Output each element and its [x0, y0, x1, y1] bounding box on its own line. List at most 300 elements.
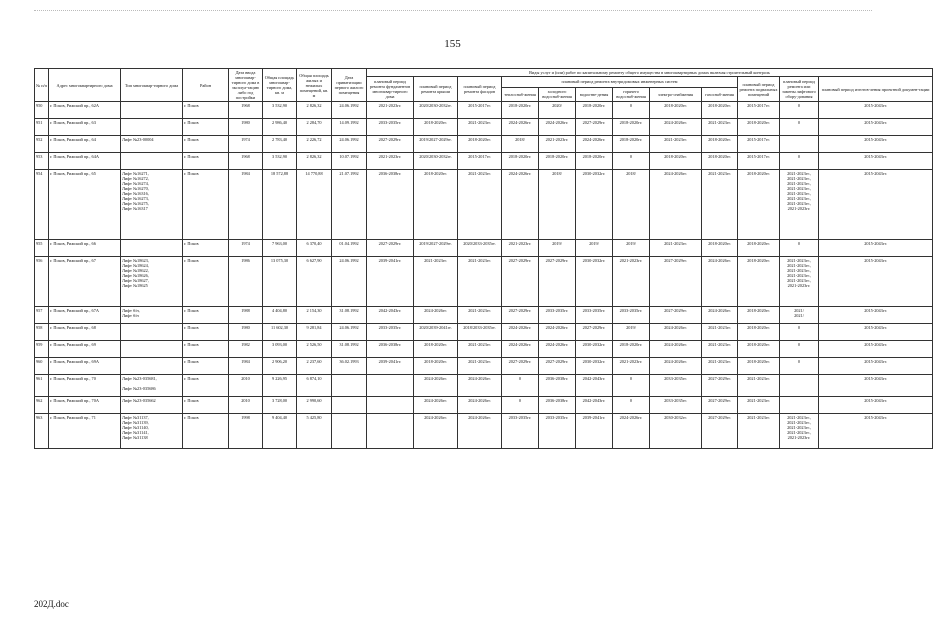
total-area-cell: 18 572,88	[263, 170, 297, 240]
address-cell: г. Псков, Рижский пр., 65	[49, 170, 121, 240]
basement-period-cell: 2015-2017гг.	[738, 102, 780, 119]
privatization-date-cell: 31.08.1992	[332, 307, 367, 324]
year-cell: 1974	[229, 136, 263, 153]
hot-water-cell: 2021-2023гг.	[613, 257, 650, 307]
systems-group-header: плановый период ремонта внутридомовых инженерных систем	[502, 77, 738, 88]
row-number: 956	[35, 257, 49, 307]
project-docs-cell: 2015-2043гг.	[819, 324, 933, 341]
rayon-cell: г. Псков	[183, 375, 229, 397]
basement-period-cell: 2018-2020гг.	[738, 170, 780, 240]
house-type-cell	[121, 341, 183, 358]
living-area-cell: 2 526,50	[297, 341, 332, 358]
rayon-cell: г. Псков	[183, 341, 229, 358]
living-area-cell: 6 627,90	[297, 257, 332, 307]
total-area-cell: 7 963,00	[263, 240, 297, 257]
foundation-period-cell	[367, 375, 414, 397]
cold-water-cell: 2027-2029гг.	[539, 358, 576, 375]
year-cell: 1982	[229, 341, 263, 358]
privatization-date-cell: 21.07.1992	[332, 170, 367, 240]
drainage-cell: 2019/	[576, 240, 613, 257]
house-type-cell	[121, 358, 183, 375]
col-rayon-header: Район	[183, 69, 229, 102]
privatization-date-cell: 24.06.1992	[332, 257, 367, 307]
project-docs-cell: 2015-2043гг.	[819, 136, 933, 153]
cold-water-cell: 2020/	[539, 102, 576, 119]
table-row	[35, 414, 933, 449]
cold-water-cell: 2033-2035гг.	[539, 307, 576, 324]
living-area-cell: 2 154,30	[297, 307, 332, 324]
rayon-cell: г. Псков	[183, 358, 229, 375]
table-row	[35, 397, 933, 414]
gas-supply-cell: 2027-2029гг.	[702, 414, 738, 449]
col-gas-header: газоснаб-жения	[702, 87, 738, 101]
col-cold-water-header: холодного водоснаб-жения	[539, 87, 576, 101]
roof-period-cell: 2024-2026гг.	[414, 397, 458, 414]
heat-supply-cell: 2024-2026гг.	[502, 324, 539, 341]
drainage-cell: 2027-2029гг.	[576, 119, 613, 136]
project-docs-cell: 2015-2043гг.	[819, 307, 933, 324]
electric-supply-cell: 2018-2020гг.	[650, 102, 702, 119]
address-cell: г. Псков, Рижский пр., 70А	[49, 397, 121, 414]
heat-supply-cell: 0	[502, 397, 539, 414]
basement-period-cell: 2018-2020гг.	[738, 341, 780, 358]
rayon-cell: г. Псков	[183, 307, 229, 324]
address-cell: г. Псков, Рижский пр., 64А	[49, 153, 121, 170]
privatization-date-cell: 31.08.1992	[332, 341, 367, 358]
gas-supply-cell: 2021-2023гг.	[702, 324, 738, 341]
drainage-cell: 2042-2043гг.	[576, 375, 613, 397]
address-cell: г. Псков, Рижский пр., 66	[49, 240, 121, 257]
hot-water-cell: 2024-2026гг.	[613, 414, 650, 449]
col-year-header: Дата ввода многоквар-тирного дома в эксплуа-тацию либо год постройки	[229, 69, 263, 102]
total-area-cell: 9 404,40	[263, 414, 297, 449]
total-area-cell: 3 532,90	[263, 153, 297, 170]
hot-water-cell: 2033-2035гг.	[613, 307, 650, 324]
basement-period-cell: 2021-2023гг.	[738, 414, 780, 449]
total-area-cell: 2 783,40	[263, 136, 297, 153]
address-cell: г. Псков, Рижский пр., 67	[49, 257, 121, 307]
basement-period-cell: 2015-2017гг.	[738, 136, 780, 153]
year-cell: 2010	[229, 397, 263, 414]
privatization-date-cell: 24.06.1992	[332, 136, 367, 153]
basement-period-cell: 2018-2020гг.	[738, 240, 780, 257]
drainage-cell: 2030-2032гг.	[576, 358, 613, 375]
heat-supply-cell: 2027-2029гг.	[502, 307, 539, 324]
drainage-cell: 2033-2035гг.	[576, 307, 613, 324]
lift-period-cell: 0	[780, 119, 819, 136]
facade-period-cell: 2021-2023гг.	[458, 341, 502, 358]
facade-period-cell: 2021-2023гг.	[458, 257, 502, 307]
gas-supply-cell: 2027-2029гг.	[702, 375, 738, 397]
living-area-cell: 6 874,10	[297, 375, 332, 397]
table-row	[35, 307, 933, 324]
row-number: 951	[35, 119, 49, 136]
rayon-cell: г. Псков	[183, 397, 229, 414]
col-total-area-header: Общая площадь многоквар-тирного дома, кв. м	[263, 69, 297, 102]
roof-period-cell: 2020/2039-2041гг.	[414, 324, 458, 341]
year-cell: 1974	[229, 240, 263, 257]
facade-period-cell: 2021-2023гг.	[458, 307, 502, 324]
electric-supply-cell: 2018-2020гг.	[650, 153, 702, 170]
heat-supply-cell: 2024-2026гг.	[502, 170, 539, 240]
cold-water-cell: 2024-2026гг.	[539, 341, 576, 358]
electric-supply-cell: 2024-2026гг.	[650, 341, 702, 358]
cold-water-cell: 2018/	[539, 170, 576, 240]
hot-water-cell: 0	[613, 102, 650, 119]
drainage-cell: 2018-2020гг.	[576, 153, 613, 170]
roof-period-cell: 2018-2020гг.	[414, 358, 458, 375]
facade-period-cell: 2021-2023гг.	[458, 170, 502, 240]
total-area-cell: 2 986,40	[263, 119, 297, 136]
lift-period-cell: 2021-2023гг., 2021-2023гг., 2021-2023гг., 2021-2023гг., 2021-2023гг.	[780, 414, 819, 449]
lift-period-cell	[780, 375, 819, 397]
roof-period-cell: 2020/2030-2032гг.	[414, 153, 458, 170]
project-docs-cell: 2015-2043гг.	[819, 119, 933, 136]
scan-edge	[34, 10, 872, 11]
basement-period-cell: 2018-2020гг.	[738, 324, 780, 341]
total-area-cell: 4 404,80	[263, 307, 297, 324]
facade-period-cell: 2018/2033-2035гг.	[458, 324, 502, 341]
total-area-cell: 3 093,00	[263, 341, 297, 358]
table-row	[35, 136, 933, 153]
col-roof-header: плановый период ремонта крыши	[414, 77, 458, 102]
address-cell: г. Псков, Рижский пр., 70	[49, 375, 121, 397]
rayon-cell: г. Псков	[183, 102, 229, 119]
lift-period-cell: 2021-2023гг., 2021-2023гг., 2021-2023гг., 2021-2023гг., 2021-2023гг., 2021-2023гг., 2021-2023гг., 2021-2023гг.	[780, 170, 819, 240]
table-row	[35, 341, 933, 358]
year-cell: 1984	[229, 358, 263, 375]
lift-period-cell: 0	[780, 341, 819, 358]
col-facade-header: плановый период ремонта фасадов	[458, 77, 502, 102]
electric-supply-cell: 2027-2029гг.	[650, 257, 702, 307]
electric-supply-cell: 2027-2029гг.	[650, 307, 702, 324]
roof-period-cell: 2024-2026гг.	[414, 375, 458, 397]
privatization-date-cell	[332, 375, 367, 397]
year-cell: 1980	[229, 324, 263, 341]
facade-period-cell: 2015-2017гг.	[458, 102, 502, 119]
foundation-period-cell: 2039-2041гг.	[367, 257, 414, 307]
drainage-cell: 2030-2032гг.	[576, 170, 613, 240]
total-area-cell: 11 602,30	[263, 324, 297, 341]
electric-supply-cell: 2030-2032гг.	[650, 414, 702, 449]
services-group-header: Виды услуг и (или) работ по капитальному ремонту общего имущества в многоквартирных домах включая строительный контроль	[367, 69, 933, 77]
facade-period-cell: 2018-2020гг.	[458, 136, 502, 153]
year-cell: 1998	[229, 414, 263, 449]
house-type-cell	[121, 240, 183, 257]
address-cell: г. Псков, Рижский пр., 62А	[49, 102, 121, 119]
gas-supply-cell: 2021-2023гг.	[702, 170, 738, 240]
rayon-cell: г. Псков	[183, 153, 229, 170]
year-cell: 1988	[229, 307, 263, 324]
house-type-cell: Лифт б/н, Лифт б/н	[121, 307, 183, 324]
living-area-cell: 2 237,60	[297, 358, 332, 375]
hot-water-cell: 2019/	[613, 240, 650, 257]
house-type-cell	[121, 119, 183, 136]
house-type-cell: Лифт №23-035662	[121, 397, 183, 414]
living-area-cell: 9 281,84	[297, 324, 332, 341]
foundation-period-cell: 2027-2029гг.	[367, 240, 414, 257]
table-row	[35, 375, 933, 397]
roof-period-cell: 2020/2030-2032гг.	[414, 102, 458, 119]
year-cell: 1986	[229, 257, 263, 307]
row-number: 953	[35, 153, 49, 170]
gas-supply-cell: 2024-2026гг.	[702, 257, 738, 307]
basement-period-cell: 2021-2023гг.	[738, 397, 780, 414]
lift-period-cell: 0	[780, 153, 819, 170]
col-living-area-header: Общая площадь жилых и нежилых помещений, кв. м	[297, 69, 332, 102]
hot-water-cell: 2019/	[613, 324, 650, 341]
lift-period-cell	[780, 136, 819, 153]
col-privat-header: Дата приватизации первого жилого помещения	[332, 69, 367, 102]
row-number: 958	[35, 324, 49, 341]
facade-period-cell: 2024-2026гг.	[458, 414, 502, 449]
col-drain-header: водоотве-дения	[576, 87, 613, 101]
address-cell: г. Псков, Рижский пр., 71	[49, 414, 121, 449]
house-type-cell: Лифт №23-035681, Лифт №23-035686	[121, 375, 183, 397]
drainage-cell: 2027-2029гг.	[576, 324, 613, 341]
total-area-cell: 3 532,90	[263, 102, 297, 119]
facade-period-cell: 2020/2033-2035гг.	[458, 240, 502, 257]
living-area-cell: 2 990,60	[297, 397, 332, 414]
gas-supply-cell: 2018-2020гг.	[702, 240, 738, 257]
address-cell: г. Псков, Рижский пр., 67А	[49, 307, 121, 324]
heat-supply-cell: 2027-2029гг.	[502, 358, 539, 375]
privatization-date-cell: 24.06.1992	[332, 324, 367, 341]
gas-supply-cell: 2021-2023гг.	[702, 119, 738, 136]
living-area-cell: 14 770,88	[297, 170, 332, 240]
gas-supply-cell: 2021-2023гг.	[702, 358, 738, 375]
facade-period-cell: 2015-2017гг.	[458, 153, 502, 170]
row-number: 952	[35, 136, 49, 153]
header-row-1	[35, 69, 933, 77]
total-area-cell: 2 906,20	[263, 358, 297, 375]
rayon-cell: г. Псков	[183, 324, 229, 341]
table-body	[35, 102, 933, 449]
house-type-cell	[121, 324, 183, 341]
col-project-header: плановый период изготов-ления проектной докумен-тации	[819, 77, 933, 102]
col-electric-header: электро-снабжения	[650, 87, 702, 101]
cold-water-cell: 2021-2023гг.	[539, 136, 576, 153]
drainage-cell: 2039-2041гг.	[576, 414, 613, 449]
living-area-cell: 2 226,72	[297, 136, 332, 153]
heat-supply-cell: 2024-2026гг.	[502, 119, 539, 136]
foundation-period-cell	[367, 397, 414, 414]
address-cell: г. Псков, Рижский пр., 64	[49, 136, 121, 153]
table-row	[35, 102, 933, 119]
total-area-cell: 9 226,95	[263, 375, 297, 397]
heat-supply-cell: 2018/	[502, 136, 539, 153]
col-basement-header: плановый период ремонта подвальных помещений	[738, 77, 780, 102]
cold-water-cell: 2024-2026гг.	[539, 324, 576, 341]
project-docs-cell: 2015-2043гг.	[819, 341, 933, 358]
roof-period-cell: 2021-2023гг.	[414, 257, 458, 307]
living-area-cell: 2 826,32	[297, 102, 332, 119]
cold-water-cell: 2019/	[539, 240, 576, 257]
cold-water-cell: 2036-2038гг.	[539, 397, 576, 414]
address-cell: г. Псков, Рижский пр., 69А	[49, 358, 121, 375]
table-row	[35, 170, 933, 240]
cold-water-cell: 2024-2026гг.	[539, 119, 576, 136]
col-hot-water-header: горячего водоснаб-жения	[613, 87, 650, 101]
living-area-cell: 5 425,80	[297, 414, 332, 449]
rayon-cell: г. Псков	[183, 240, 229, 257]
hot-water-cell: 2018-2020гг.	[613, 136, 650, 153]
table-row	[35, 324, 933, 341]
row-number: 954	[35, 170, 49, 240]
year-cell: 1980	[229, 119, 263, 136]
row-number: 957	[35, 307, 49, 324]
hot-water-cell: 0	[613, 375, 650, 397]
house-type-cell: Лифт №18623, Лифт №18624, Лифт №18622, Лифт №18626, Лифт №18627, Лифт №18625	[121, 257, 183, 307]
repair-schedule-table-wrap	[34, 68, 933, 449]
hot-water-cell: 2018/	[613, 170, 650, 240]
gas-supply-cell: 2018-2020гг.	[702, 102, 738, 119]
year-cell: 1984	[229, 170, 263, 240]
house-type-cell	[121, 153, 183, 170]
facade-period-cell: 2024-2026гг.	[458, 375, 502, 397]
address-cell: г. Псков, Рижский пр., 69	[49, 341, 121, 358]
year-cell: 2010	[229, 375, 263, 397]
col-heat-header: теплоснаб-жения	[502, 87, 539, 101]
hot-water-cell: 0	[613, 153, 650, 170]
year-cell: 1968	[229, 153, 263, 170]
basement-period-cell: 2018-2020гг.	[738, 307, 780, 324]
row-number: 960	[35, 358, 49, 375]
col-type-header: Тип многоквар-тирного дома	[121, 69, 183, 102]
foundation-period-cell: 2027-2029гг.	[367, 136, 414, 153]
lift-period-cell	[780, 397, 819, 414]
roof-period-cell: 2018-2020гг.	[414, 119, 458, 136]
gas-supply-cell: 2018-2020гг.	[702, 136, 738, 153]
project-docs-cell: 2015-2043гг.	[819, 240, 933, 257]
electric-supply-cell: 2024-2026гг.	[650, 324, 702, 341]
roof-period-cell: 2018-2020гг.	[414, 341, 458, 358]
lift-period-cell: 0	[780, 358, 819, 375]
roof-period-cell: 2024-2026гг.	[414, 414, 458, 449]
heat-supply-cell: 2027-2029гг.	[502, 257, 539, 307]
table-row	[35, 240, 933, 257]
living-area-cell: 6 370,40	[297, 240, 332, 257]
roof-period-cell: 2019/2027-2029гг.	[414, 240, 458, 257]
project-docs-cell: 2015-2043гг.	[819, 153, 933, 170]
foundation-period-cell: 2033-2035гг.	[367, 119, 414, 136]
house-type-cell: Лифт №31137, Лифт №31139, Лифт №31140, Лифт №31141, Лифт №31138	[121, 414, 183, 449]
address-cell: г. Псков, Рижский пр., 68	[49, 324, 121, 341]
row-number: 962	[35, 397, 49, 414]
heat-supply-cell: 0	[502, 375, 539, 397]
gas-supply-cell: 2018-2020гг.	[702, 153, 738, 170]
roof-period-cell: 2024-2026гг.	[414, 307, 458, 324]
facade-period-cell: 2021-2023гг.	[458, 119, 502, 136]
cold-water-cell: 2033-2035гг.	[539, 414, 576, 449]
hot-water-cell: 2018-2020гг.	[613, 119, 650, 136]
lift-period-cell: 2021-2023гг., 2021-2023гг., 2021-2023гг., 2021-2023гг., 2021-2023гг., 2021-2023гг.	[780, 257, 819, 307]
lift-period-cell: 0	[780, 240, 819, 257]
privatization-date-cell: 10.07.1992	[332, 153, 367, 170]
row-number: 961	[35, 375, 49, 397]
heat-supply-cell: 2024-2026гг.	[502, 341, 539, 358]
privatization-date-cell: 36.02.1993	[332, 358, 367, 375]
cold-water-cell: 2027-2029гг.	[539, 257, 576, 307]
foundation-period-cell: 2021-2023гг.	[367, 153, 414, 170]
electric-supply-cell: 2021-2023гг.	[650, 136, 702, 153]
electric-supply-cell: 2024-2026гг.	[650, 358, 702, 375]
heat-supply-cell: 2018-2020гг.	[502, 153, 539, 170]
year-cell: 1968	[229, 102, 263, 119]
row-number: 963	[35, 414, 49, 449]
rayon-cell: г. Псков	[183, 170, 229, 240]
basement-period-cell: 2015-2017гг.	[738, 153, 780, 170]
electric-supply-cell: 2024-2026гг.	[650, 119, 702, 136]
col-lift-header: плановый период ремонта или замены лифтового обору-дования	[780, 77, 819, 102]
cold-water-cell: 2036-2038гг.	[539, 375, 576, 397]
gas-supply-cell: 2027-2029гг.	[702, 397, 738, 414]
project-docs-cell: 2015-2043гг.	[819, 397, 933, 414]
table-row	[35, 119, 933, 136]
cold-water-cell: 2018-2020гг.	[539, 153, 576, 170]
total-area-cell: 3 728,00	[263, 397, 297, 414]
privatization-date-cell: 24.06.1992	[332, 102, 367, 119]
house-type-cell: Лифт №16271, Лифт №16272, Лифт №16274, Лифт №16270, Лифт №16316, Лифт №16273, Лифт №16275, Лифт №16317	[121, 170, 183, 240]
rayon-cell: г. Псков	[183, 136, 229, 153]
address-cell: г. Псков, Рижский пр., 63	[49, 119, 121, 136]
foundation-period-cell: 2033-2035гг.	[367, 324, 414, 341]
hot-water-cell: 0	[613, 397, 650, 414]
heat-supply-cell: 2021-2023гг.	[502, 240, 539, 257]
drainage-cell: 2030-2032гг.	[576, 257, 613, 307]
roof-period-cell: 2018-2020гг.	[414, 170, 458, 240]
drainage-cell: 2030-2032гг.	[576, 341, 613, 358]
house-type-cell: Лифт №23-00004	[121, 136, 183, 153]
rayon-cell: г. Псков	[183, 257, 229, 307]
drainage-cell: 2018-2020гг.	[576, 102, 613, 119]
electric-supply-cell: 2024-2026гг.	[650, 170, 702, 240]
foundation-period-cell: 2036-2038гг.	[367, 170, 414, 240]
electric-supply-cell: 2021-2023гг.	[650, 240, 702, 257]
col-address-header: Адрес многоквартирного дома	[49, 69, 121, 102]
project-docs-cell: 2015-2043гг.	[819, 375, 933, 397]
table-row	[35, 358, 933, 375]
col-num-header: № п/п	[35, 69, 49, 102]
privatization-date-cell: 14.09.1992	[332, 119, 367, 136]
electric-supply-cell: 2033-2035гг.	[650, 375, 702, 397]
foundation-period-cell	[367, 414, 414, 449]
project-docs-cell: 2015-2043гг.	[819, 170, 933, 240]
rayon-cell: г. Псков	[183, 414, 229, 449]
document-filename: 202Д.doc	[34, 599, 69, 609]
privatization-date-cell	[332, 414, 367, 449]
gas-supply-cell: 2021-2023гг.	[702, 341, 738, 358]
foundation-period-cell: 2039-2041гг.	[367, 358, 414, 375]
hot-water-cell: 2018-2020гг.	[613, 341, 650, 358]
table-row	[35, 153, 933, 170]
project-docs-cell: 2015-2043гг.	[819, 414, 933, 449]
roof-period-cell: 2019/2027-2029гг.	[414, 136, 458, 153]
foundation-period-cell: 2036-2038гг.	[367, 341, 414, 358]
rayon-cell: г. Псков	[183, 119, 229, 136]
table-row	[35, 257, 933, 307]
basement-period-cell: 2018-2020гг.	[738, 119, 780, 136]
total-area-cell: 13 075,30	[263, 257, 297, 307]
living-area-cell: 2 284,70	[297, 119, 332, 136]
heat-supply-cell: 2033-2035гг.	[502, 414, 539, 449]
heat-supply-cell: 2018-2020гг.	[502, 102, 539, 119]
project-docs-cell: 2015-2043гг.	[819, 358, 933, 375]
house-type-cell	[121, 102, 183, 119]
foundation-period-cell: 2021-2023гг.	[367, 102, 414, 119]
project-docs-cell: 2015-2043гг.	[819, 257, 933, 307]
electric-supply-cell: 2033-2035гг.	[650, 397, 702, 414]
